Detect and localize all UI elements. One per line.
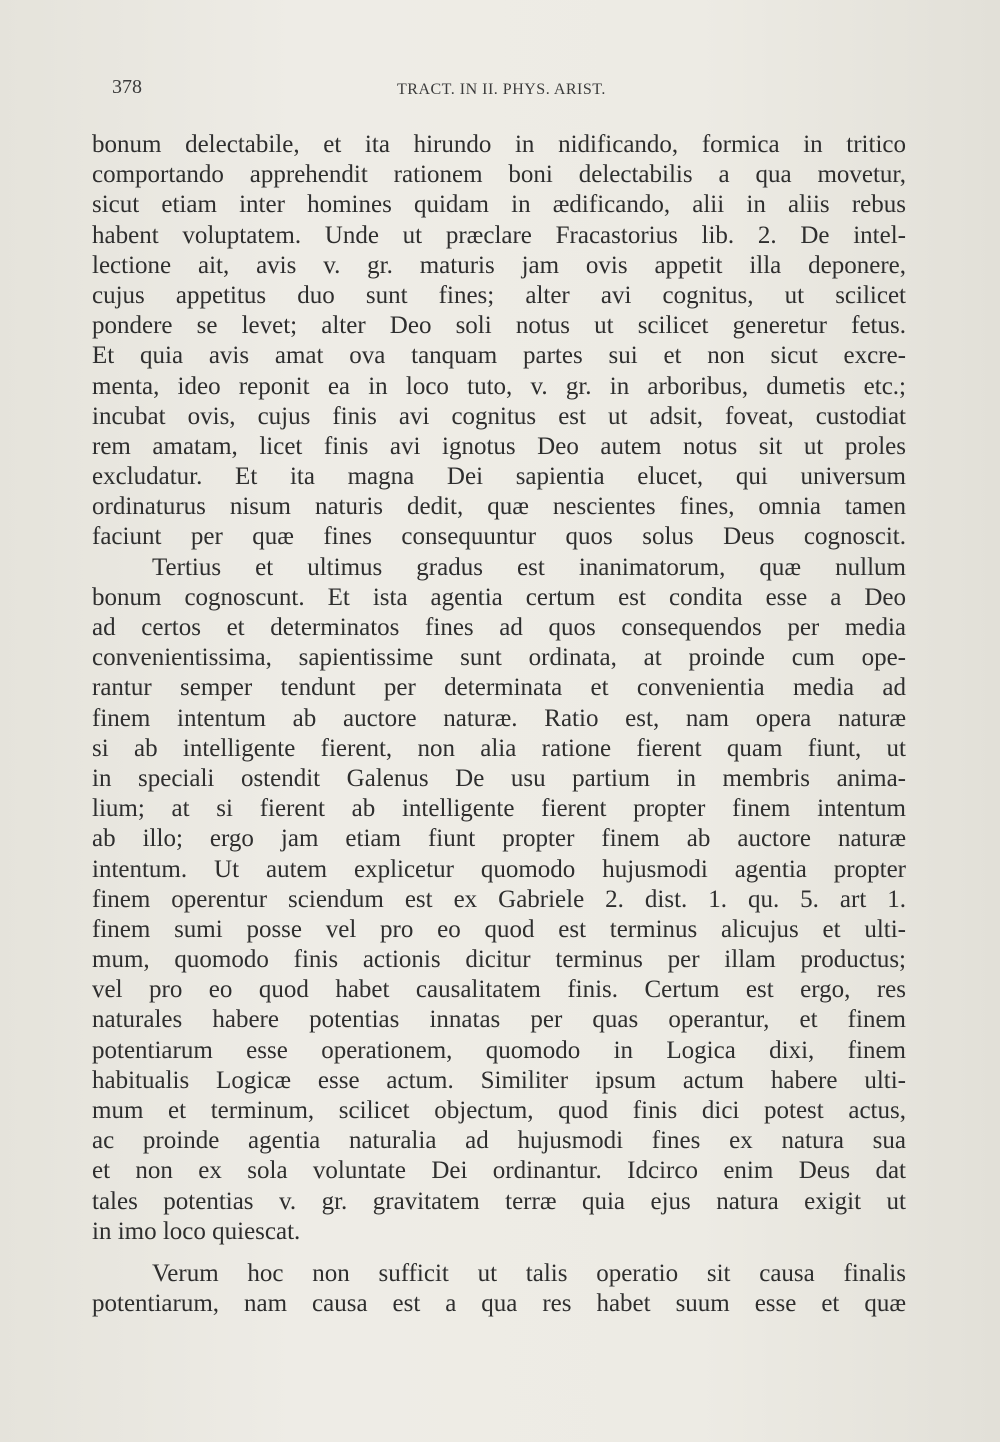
text-line: Verum hoc non sufficit ut talis operatio sit causa finalis bbox=[152, 1259, 906, 1287]
text-line: finem operentur sciendum est ex Gabriele 2. dist. 1. qu. 5. art 1. bbox=[92, 885, 906, 913]
running-head bbox=[112, 76, 912, 106]
running-title: TRACT. IN II. PHYS. ARIST. bbox=[397, 81, 606, 98]
paragraph-2 bbox=[92, 553, 906, 1247]
text-line: comportando apprehendit rationem boni delectabilis a qua movetur, bbox=[92, 161, 906, 189]
text-line: Et quia avis amat ova tanquam partes sui et non sicut excre- bbox=[92, 342, 906, 370]
text-line: si ab intelligente fierent, non alia ratione fierent quam fiunt, ut bbox=[92, 734, 906, 762]
text-line: menta, ideo reponit ea in loco tuto, v. gr. in arboribus, dumetis etc.; bbox=[92, 372, 906, 400]
text-line: convenientissima, sapientissime sunt ordinata, at proinde cum ope- bbox=[92, 644, 906, 672]
body-text bbox=[92, 130, 906, 1319]
text-line: Tertius et ultimus gradus est inanimatorum, quæ nullum bbox=[152, 553, 906, 581]
text-line: lectione ait, avis v. gr. maturis jam ovis appetit illa deponere, bbox=[92, 251, 906, 279]
text-line: lium; at si fierent ab intelligente fierent propter finem intentum bbox=[92, 795, 906, 823]
text-line: rantur semper tendunt per determinata et convenientia media ad bbox=[92, 674, 906, 702]
text-line: in speciali ostendit Galenus De usu partium in membris anima- bbox=[92, 764, 906, 792]
text-line: finem sumi posse vel pro eo quod est terminus alicujus et ulti- bbox=[92, 915, 906, 943]
paragraph-1 bbox=[92, 130, 906, 553]
text-line: ab illo; ergo jam etiam fiunt propter finem ab auctore naturæ bbox=[92, 825, 906, 853]
text-line: pondere se levet; alter Deo soli notus ut scilicet generetur fetus. bbox=[92, 312, 906, 340]
text-line: naturales habere potentias innatas per quas operantur, et finem bbox=[92, 1006, 906, 1034]
text-line: finem intentum ab auctore naturæ. Ratio est, nam opera naturæ bbox=[92, 704, 906, 732]
paragraph-gap bbox=[92, 1247, 906, 1259]
text-line: et non ex sola voluntate Dei ordinantur. Idcirco enim Deus dat bbox=[92, 1157, 906, 1185]
text-line: sicut etiam inter homines quidam in ædificando, alii in aliis rebus bbox=[92, 191, 906, 219]
text-line: vel pro eo quod habet causalitatem finis. Certum est ergo, res bbox=[92, 976, 906, 1004]
page-number: 378 bbox=[112, 76, 142, 98]
paragraph-3 bbox=[92, 1259, 906, 1319]
text-line: ordinaturus nisum naturis dedit, quæ nescientes fines, omnia tamen bbox=[92, 493, 906, 521]
text-line: intentum. Ut autem explicetur quomodo hujusmodi agentia propter bbox=[92, 855, 906, 883]
text-line: potentiarum, nam causa est a qua res habet suum esse et quæ bbox=[92, 1290, 906, 1318]
text-line: bonum delectabile, et ita hirundo in nidificando, formica in tritico bbox=[92, 131, 906, 158]
text-line: potentiarum esse operationem, quomodo in Logica dixi, finem bbox=[92, 1036, 906, 1064]
text-line: bonum cognoscunt. Et ista agentia certum est condita esse a Deo bbox=[92, 583, 906, 611]
text-line: cujus appetitus duo sunt fines; alter avi cognitus, ut scilicet bbox=[92, 281, 906, 309]
text-line: faciunt per quæ fines consequuntur quos solus Deus cognoscit. bbox=[92, 523, 906, 551]
text-line: mum, quomodo finis actionis dicitur terminus per illam productus; bbox=[92, 946, 906, 974]
text-line: habitualis Logicæ esse actum. Similiter ipsum actum habere ulti- bbox=[92, 1066, 906, 1094]
text-line: incubat ovis, cujus finis avi cognitus est ut adsit, foveat, custodiat bbox=[92, 402, 906, 430]
text-line: ac proinde agentia naturalia ad hujusmodi fines ex natura sua bbox=[92, 1127, 906, 1155]
text-line: mum et terminum, scilicet objectum, quod finis dici potest actus, bbox=[92, 1097, 906, 1124]
text-line: rem amatam, licet finis avi ignotus Deo autem notus sit ut proles bbox=[92, 432, 906, 460]
text-line: habent voluptatem. Unde ut præclare Fracastorius lib. 2. De intel- bbox=[92, 221, 906, 249]
text-line: tales potentias v. gr. gravitatem terræ quia ejus natura exigit ut bbox=[92, 1187, 906, 1215]
text-line: ad certos et determinatos fines ad quos consequendos per media bbox=[92, 614, 906, 641]
text-line: in imo loco quiescat. bbox=[92, 1217, 301, 1245]
text-line: excludatur. Et ita magna Dei sapientia elucet, qui universum bbox=[92, 463, 906, 491]
